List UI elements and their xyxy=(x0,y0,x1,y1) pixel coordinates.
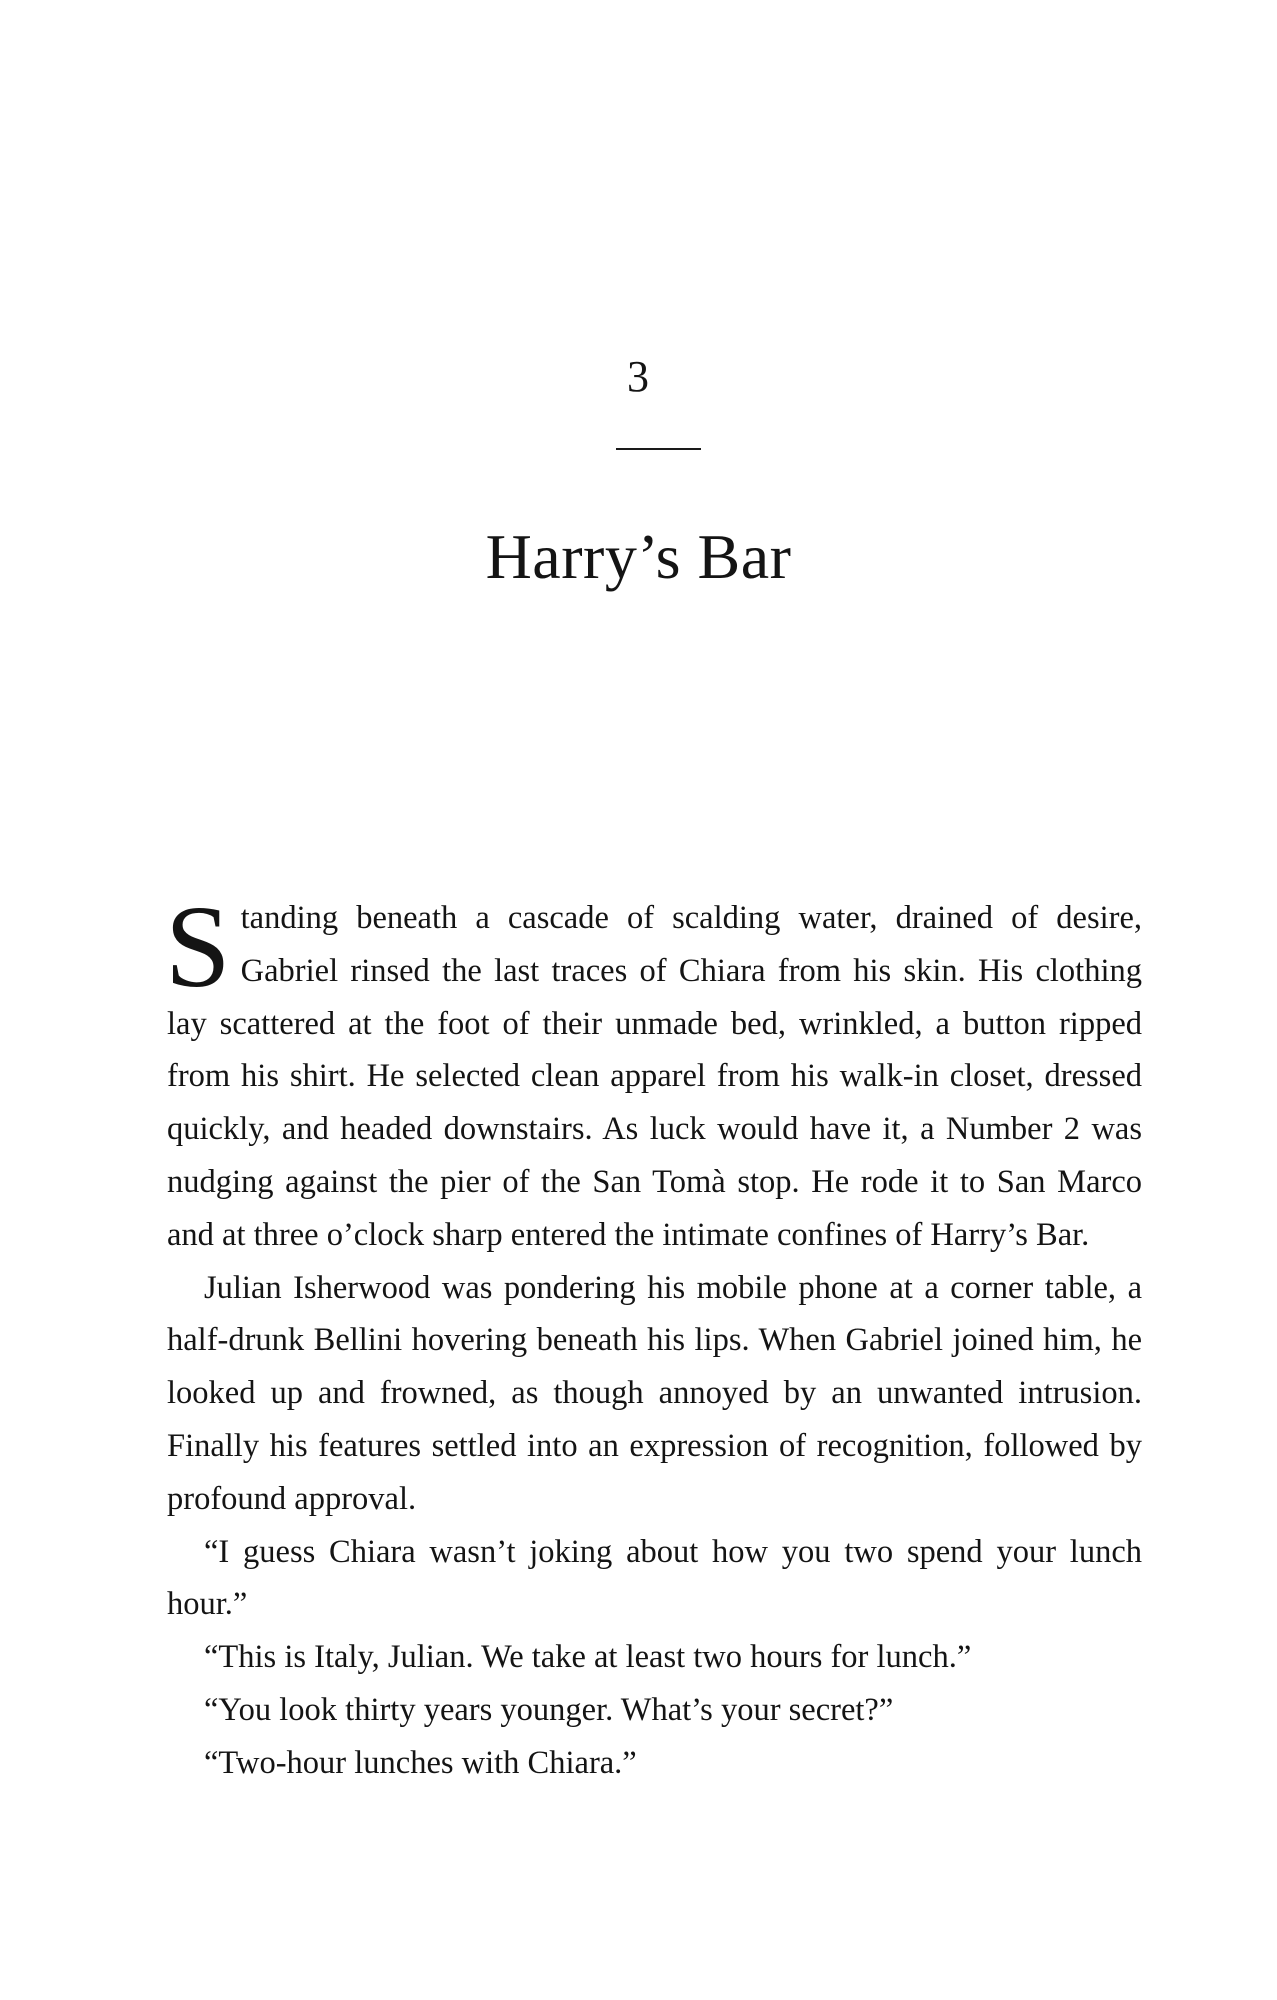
drop-cap: S xyxy=(165,881,231,1012)
chapter-rule xyxy=(616,448,701,450)
paragraph: “Two-hour lunches with Chiara.” xyxy=(204,1744,637,1781)
paragraph xyxy=(165,881,1142,1262)
paragraph: Julian Isherwood was pondering his mobile phone at a corner table, a half-drunk Bellini hovering beneath his lips. When Gabriel joined him, he looked up and frowned, as though annoyed by an unwanted intrusion. Finally his features settled into an expression of recognition, followed by profound approval. xyxy=(167,1269,1142,1517)
paragraph: “This is Italy, Julian. We take at least two hours for lunch.” xyxy=(204,1639,972,1676)
body-text xyxy=(165,881,1142,1790)
chapter-number: 3 xyxy=(627,352,650,401)
paragraph: “You look thirty years younger. What’s your secret?” xyxy=(204,1691,894,1728)
paragraph: “I guess Chiara wasn’t joking about how you two spend your lunch hour.” xyxy=(167,1533,1142,1623)
chapter-title: Harry’s Bar xyxy=(485,521,792,592)
paragraph-text: tanding beneath a cascade of scalding water, drained of desire, Gabriel rinsed the last traces of Chiara from his skin. His clothing lay scattered at the foot of their unmade bed, wrinkled, a button ripped from his shirt. He selected clean apparel from his walk-in closet, dressed quickly, and headed downstairs. As luck would have it, a Number 2 was nudging against the pier of the San Tomà stop. He rode it to San Marco and at three o’clock sharp entered the intimate confines of Harry’s Bar. xyxy=(167,900,1142,1253)
